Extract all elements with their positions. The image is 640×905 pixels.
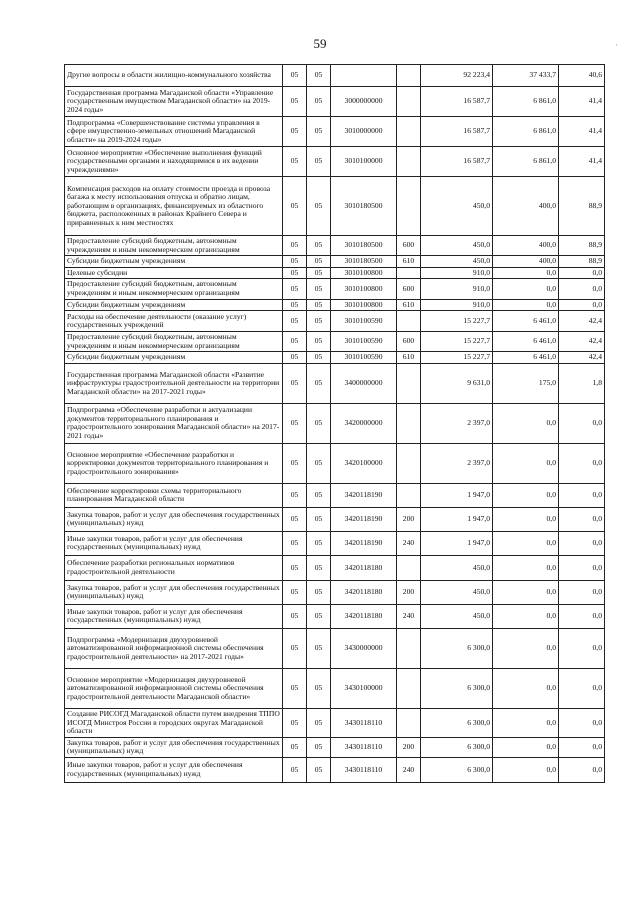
table-row — [65, 403, 605, 443]
subsection-code-cell: 05 — [307, 279, 331, 299]
subsection-code-cell: 05 — [307, 668, 331, 708]
table-row — [65, 117, 605, 147]
table-row — [65, 279, 605, 299]
row-name-cell: Подпрограмма «Совершенствование системы управления в сфере имущественно-земельных отношений Магаданской области» на 2019-2024 годы» — [65, 117, 283, 147]
subsection-code-cell: 05 — [307, 65, 331, 87]
subsection-code-cell: 05 — [307, 628, 331, 668]
planned-amount-cell: 910,0 — [421, 267, 493, 279]
section-code-cell: 05 — [283, 236, 307, 256]
target-article-cell: 3400000000 — [331, 363, 397, 403]
planned-amount-cell: 16 587,7 — [421, 147, 493, 177]
executed-amount-cell: 0,0 — [493, 299, 559, 311]
subsection-code-cell: 05 — [307, 737, 331, 757]
executed-amount-cell: 0,0 — [493, 708, 559, 737]
execution-percent-cell: 0,0 — [559, 267, 605, 279]
table-body — [65, 65, 605, 783]
execution-percent-cell: 0,0 — [559, 555, 605, 580]
section-code-cell: 05 — [283, 65, 307, 87]
execution-percent-cell: 0,0 — [559, 737, 605, 757]
target-article-cell: 3420118180 — [331, 580, 397, 604]
execution-percent-cell: 0,0 — [559, 757, 605, 782]
row-name-cell: Субсидии бюджетным учреждениям — [65, 299, 283, 311]
planned-amount-cell: 450,0 — [421, 555, 493, 580]
executed-amount-cell: 0,0 — [493, 668, 559, 708]
execution-percent-cell: 0,0 — [559, 483, 605, 507]
execution-percent-cell: 0,0 — [559, 628, 605, 668]
subsection-code-cell: 05 — [307, 311, 331, 332]
expense-type-cell — [397, 147, 421, 177]
section-code-cell: 05 — [283, 580, 307, 604]
planned-amount-cell: 6 300,0 — [421, 628, 493, 668]
row-name-cell: Подпрограмма «Модернизация двухуровневой автоматизированной информационной системы обеспечения градостроительной деятельности» на 2017-2021 годы» — [65, 628, 283, 668]
table-row — [65, 267, 605, 279]
row-name-cell: Обеспечение разработки региональных нормативов градостроительной деятельности — [65, 555, 283, 580]
planned-amount-cell: 450,0 — [421, 580, 493, 604]
subsection-code-cell: 05 — [307, 580, 331, 604]
execution-percent-cell: 0,0 — [559, 708, 605, 737]
table-row — [65, 737, 605, 757]
executed-amount-cell: 0,0 — [493, 443, 559, 483]
executed-amount-cell: 400,0 — [493, 177, 559, 236]
section-code-cell: 05 — [283, 117, 307, 147]
executed-amount-cell: 0,0 — [493, 604, 559, 628]
target-article-cell: 3010180500 — [331, 236, 397, 256]
planned-amount-cell: 910,0 — [421, 299, 493, 311]
expense-type-cell — [397, 311, 421, 332]
executed-amount-cell: 6 461,0 — [493, 352, 559, 364]
subsection-code-cell: 05 — [307, 757, 331, 782]
expense-type-cell — [397, 483, 421, 507]
table-row — [65, 628, 605, 668]
row-name-cell: Обеспечение корректировки схемы территориального планирования Магаданской области — [65, 483, 283, 507]
row-name-cell: Компенсация расходов на оплату стоимости проезда и провоза багажа к месту использования отпуска и обратно лицам, работающим в организациях, финансируемых из областного бюджета, расположенных в районах Крайнего Севера и приравненных к ним местностях — [65, 177, 283, 236]
planned-amount-cell: 2 397,0 — [421, 403, 493, 443]
table-row — [65, 147, 605, 177]
execution-percent-cell: 1,8 — [559, 363, 605, 403]
row-name-cell: Основное мероприятие «Обеспечение разработки и корректировки документов территориального планирования и градостроительного зонирования» — [65, 443, 283, 483]
target-article-cell: 3000000000 — [331, 87, 397, 117]
expense-type-cell — [397, 443, 421, 483]
target-article-cell: 3430118110 — [331, 708, 397, 737]
table-row — [65, 708, 605, 737]
expense-type-cell — [397, 87, 421, 117]
subsection-code-cell: 05 — [307, 256, 331, 268]
table-row — [65, 443, 605, 483]
section-code-cell: 05 — [283, 708, 307, 737]
row-name-cell: Государственная программа Магаданской области «Управление государственным имуществом Магаданской области» на 2019-2024 годы» — [65, 87, 283, 117]
planned-amount-cell: 1 947,0 — [421, 483, 493, 507]
row-name-cell: Другие вопросы в области жилищно-коммунального хозяйства — [65, 65, 283, 87]
table-row — [65, 87, 605, 117]
page-number: 59 — [313, 36, 327, 51]
expense-type-cell — [397, 267, 421, 279]
executed-amount-cell: 0,0 — [493, 279, 559, 299]
row-name-cell: Предоставление субсидий бюджетным, автономным учреждениям и иным некоммерческим организациям — [65, 279, 283, 299]
expense-type-cell: 610 — [397, 352, 421, 364]
section-code-cell: 05 — [283, 267, 307, 279]
target-article-cell: 3010100800 — [331, 299, 397, 311]
target-article-cell: 3010100590 — [331, 311, 397, 332]
expense-type-cell: 610 — [397, 299, 421, 311]
execution-percent-cell: 0,0 — [559, 531, 605, 555]
executed-amount-cell: 6 861,0 — [493, 117, 559, 147]
executed-amount-cell: 0,0 — [493, 403, 559, 443]
section-code-cell: 05 — [283, 737, 307, 757]
planned-amount-cell: 2 397,0 — [421, 443, 493, 483]
subsection-code-cell: 05 — [307, 443, 331, 483]
expense-type-cell: 610 — [397, 256, 421, 268]
table-row — [65, 352, 605, 364]
table-row — [65, 256, 605, 268]
planned-amount-cell: 16 587,7 — [421, 87, 493, 117]
executed-amount-cell: 175,0 — [493, 363, 559, 403]
table-row — [65, 311, 605, 332]
row-name-cell: Иные закупки товаров, работ и услуг для обеспечения государственных (муниципальных) нужд — [65, 531, 283, 555]
table-row — [65, 580, 605, 604]
target-article-cell: 3430100000 — [331, 668, 397, 708]
planned-amount-cell: 92 223,4 — [421, 65, 493, 87]
expense-type-cell: 200 — [397, 580, 421, 604]
planned-amount-cell: 16 587,7 — [421, 117, 493, 147]
row-name-cell: Предоставление субсидий бюджетным, автономным учреждениям и иным некоммерческим организациям — [65, 332, 283, 352]
row-name-cell: Создание РИСОГД Магаданской области путем внедрения ТППО ИСОГД Минстроя России в городских округах Магаданской области — [65, 708, 283, 737]
target-article-cell: 3010100800 — [331, 267, 397, 279]
table-row — [65, 668, 605, 708]
target-article-cell: 3420100000 — [331, 443, 397, 483]
execution-percent-cell: 41,4 — [559, 117, 605, 147]
subsection-code-cell: 05 — [307, 177, 331, 236]
planned-amount-cell: 450,0 — [421, 236, 493, 256]
planned-amount-cell: 6 300,0 — [421, 708, 493, 737]
subsection-code-cell: 05 — [307, 507, 331, 531]
subsection-code-cell: 05 — [307, 604, 331, 628]
execution-percent-cell: 88,9 — [559, 236, 605, 256]
section-code-cell: 05 — [283, 531, 307, 555]
section-code-cell: 05 — [283, 299, 307, 311]
target-article-cell: 3010100000 — [331, 147, 397, 177]
expense-type-cell — [397, 628, 421, 668]
section-code-cell: 05 — [283, 555, 307, 580]
target-article-cell: 3010100590 — [331, 352, 397, 364]
execution-percent-cell: 42,4 — [559, 311, 605, 332]
target-article-cell: 3420118190 — [331, 531, 397, 555]
table-row — [65, 65, 605, 87]
executed-amount-cell: 0,0 — [493, 531, 559, 555]
executed-amount-cell: 0,0 — [493, 267, 559, 279]
execution-percent-cell: 42,4 — [559, 352, 605, 364]
execution-percent-cell: 0,0 — [559, 668, 605, 708]
executed-amount-cell: 0,0 — [493, 737, 559, 757]
expense-type-cell: 200 — [397, 737, 421, 757]
execution-percent-cell: 0,0 — [559, 403, 605, 443]
target-article-cell: 3010000000 — [331, 117, 397, 147]
subsection-code-cell: 05 — [307, 299, 331, 311]
planned-amount-cell: 1 947,0 — [421, 507, 493, 531]
subsection-code-cell: 05 — [307, 117, 331, 147]
row-name-cell: Государственная программа Магаданской области «Развитие инфраструктуры градостроительной деятельности на территории Магаданской области» на 2017-2021 годы» — [65, 363, 283, 403]
row-name-cell: Закупка товаров, работ и услуг для обеспечения государственных (муниципальных) нужд — [65, 737, 283, 757]
subsection-code-cell: 05 — [307, 236, 331, 256]
row-name-cell: Основное мероприятие «Модернизация двухуровневой автоматизированной информационной системы обеспечения градостроительной деятельности Магаданской области» — [65, 668, 283, 708]
row-name-cell: Иные закупки товаров, работ и услуг для обеспечения государственных (муниципальных) нужд — [65, 757, 283, 782]
executed-amount-cell: 0,0 — [493, 580, 559, 604]
table-row — [65, 299, 605, 311]
expense-type-cell — [397, 177, 421, 236]
row-name-cell: Предоставление субсидий бюджетным, автономным учреждениям и иным некоммерческим организациям — [65, 236, 283, 256]
planned-amount-cell: 15 227,7 — [421, 352, 493, 364]
section-code-cell: 05 — [283, 668, 307, 708]
execution-percent-cell: 0,0 — [559, 580, 605, 604]
subsection-code-cell: 05 — [307, 352, 331, 364]
subsection-code-cell: 05 — [307, 555, 331, 580]
section-code-cell: 05 — [283, 311, 307, 332]
section-code-cell: 05 — [283, 279, 307, 299]
target-article-cell: 3010180500 — [331, 256, 397, 268]
executed-amount-cell: 6 461,0 — [493, 332, 559, 352]
table-row — [65, 483, 605, 507]
section-code-cell: 05 — [283, 403, 307, 443]
subsection-code-cell: 05 — [307, 708, 331, 737]
section-code-cell: 05 — [283, 363, 307, 403]
table-row — [65, 332, 605, 352]
section-code-cell: 05 — [283, 352, 307, 364]
target-article-cell: 3010100590 — [331, 332, 397, 352]
subsection-code-cell: 05 — [307, 147, 331, 177]
execution-percent-cell: 0,0 — [559, 507, 605, 531]
target-article-cell: 3430118110 — [331, 737, 397, 757]
subsection-code-cell: 05 — [307, 332, 331, 352]
planned-amount-cell: 6 300,0 — [421, 668, 493, 708]
planned-amount-cell: 450,0 — [421, 256, 493, 268]
table-row — [65, 236, 605, 256]
expense-type-cell — [397, 708, 421, 737]
execution-percent-cell: 0,0 — [559, 443, 605, 483]
expense-type-cell — [397, 555, 421, 580]
section-code-cell: 05 — [283, 757, 307, 782]
executed-amount-cell: 400,0 — [493, 236, 559, 256]
execution-percent-cell: 40,6 — [559, 65, 605, 87]
section-code-cell: 05 — [283, 147, 307, 177]
expense-type-cell: 600 — [397, 279, 421, 299]
executed-amount-cell: 6 861,0 — [493, 147, 559, 177]
target-article-cell: 3430118110 — [331, 757, 397, 782]
expense-type-cell: 240 — [397, 531, 421, 555]
row-name-cell: Закупка товаров, работ и услуг для обеспечения государственных (муниципальных) нужд — [65, 580, 283, 604]
execution-percent-cell: 0,0 — [559, 279, 605, 299]
planned-amount-cell: 15 227,7 — [421, 332, 493, 352]
target-article-cell: 3010180500 — [331, 177, 397, 236]
target-article-cell: 3420118180 — [331, 555, 397, 580]
execution-percent-cell: 0,0 — [559, 604, 605, 628]
planned-amount-cell: 450,0 — [421, 177, 493, 236]
section-code-cell: 05 — [283, 483, 307, 507]
subsection-code-cell: 05 — [307, 531, 331, 555]
executed-amount-cell: 0,0 — [493, 555, 559, 580]
subsection-code-cell: 05 — [307, 363, 331, 403]
executed-amount-cell: 0,0 — [493, 483, 559, 507]
executed-amount-cell: 37 433,7 — [493, 65, 559, 87]
target-article-cell: 3420118190 — [331, 483, 397, 507]
planned-amount-cell: 450,0 — [421, 604, 493, 628]
expense-type-cell: 240 — [397, 757, 421, 782]
execution-percent-cell: 88,9 — [559, 256, 605, 268]
expense-type-cell: 600 — [397, 236, 421, 256]
subsection-code-cell: 05 — [307, 403, 331, 443]
section-code-cell: 05 — [283, 443, 307, 483]
executed-amount-cell: 0,0 — [493, 628, 559, 668]
scan-artifact: · — [615, 40, 618, 50]
target-article-cell: 3010100800 — [331, 279, 397, 299]
expense-type-cell — [397, 403, 421, 443]
table-row — [65, 363, 605, 403]
planned-amount-cell: 9 631,0 — [421, 363, 493, 403]
planned-amount-cell: 6 300,0 — [421, 757, 493, 782]
row-name-cell: Целевые субсидии — [65, 267, 283, 279]
row-name-cell: Иные закупки товаров, работ и услуг для обеспечения государственных (муниципальных) нужд — [65, 604, 283, 628]
planned-amount-cell: 1 947,0 — [421, 531, 493, 555]
expense-type-cell: 200 — [397, 507, 421, 531]
target-article-cell: 3430000000 — [331, 628, 397, 668]
planned-amount-cell: 15 227,7 — [421, 311, 493, 332]
expense-type-cell — [397, 363, 421, 403]
planned-amount-cell: 910,0 — [421, 279, 493, 299]
row-name-cell: Основное мероприятие «Обеспечение выполнения функций государственными органами и находящимися в их ведении учреждениями» — [65, 147, 283, 177]
row-name-cell: Подпрограмма «Обеспечение разработки и актуализации документов территориального планирования и градостроительного зонирования Магаданской области» на 2017-2021 годы» — [65, 403, 283, 443]
target-article-cell: 3420000000 — [331, 403, 397, 443]
executed-amount-cell: 0,0 — [493, 757, 559, 782]
row-name-cell: Расходы на обеспечение деятельности (оказание услуг) государственных учреждений — [65, 311, 283, 332]
execution-percent-cell: 41,4 — [559, 87, 605, 117]
section-code-cell: 05 — [283, 332, 307, 352]
table-row — [65, 555, 605, 580]
executed-amount-cell: 6 861,0 — [493, 87, 559, 117]
section-code-cell: 05 — [283, 256, 307, 268]
section-code-cell: 05 — [283, 604, 307, 628]
subsection-code-cell: 05 — [307, 267, 331, 279]
execution-percent-cell: 41,4 — [559, 147, 605, 177]
executed-amount-cell: 400,0 — [493, 256, 559, 268]
executed-amount-cell: 0,0 — [493, 507, 559, 531]
expense-type-cell: 240 — [397, 604, 421, 628]
table-row — [65, 757, 605, 782]
section-code-cell: 05 — [283, 507, 307, 531]
subsection-code-cell: 05 — [307, 483, 331, 507]
target-article-cell — [331, 65, 397, 87]
execution-percent-cell: 88,9 — [559, 177, 605, 236]
expense-type-cell — [397, 117, 421, 147]
target-article-cell: 3420118190 — [331, 507, 397, 531]
row-name-cell: Закупка товаров, работ и услуг для обеспечения государственных (муниципальных) нужд — [65, 507, 283, 531]
target-article-cell: 3420118180 — [331, 604, 397, 628]
expense-type-cell — [397, 668, 421, 708]
section-code-cell: 05 — [283, 87, 307, 117]
planned-amount-cell: 6 300,0 — [421, 737, 493, 757]
table-row — [65, 531, 605, 555]
row-name-cell: Субсидии бюджетным учреждениям — [65, 256, 283, 268]
table-row — [65, 507, 605, 531]
table-row — [65, 604, 605, 628]
table-row — [65, 177, 605, 236]
row-name-cell: Субсидии бюджетным учреждениям — [65, 352, 283, 364]
executed-amount-cell: 6 461,0 — [493, 311, 559, 332]
budget-table — [64, 64, 605, 783]
section-code-cell: 05 — [283, 177, 307, 236]
subsection-code-cell: 05 — [307, 87, 331, 117]
expense-type-cell: 600 — [397, 332, 421, 352]
execution-percent-cell: 0,0 — [559, 299, 605, 311]
expense-type-cell — [397, 65, 421, 87]
execution-percent-cell: 42,4 — [559, 332, 605, 352]
section-code-cell: 05 — [283, 628, 307, 668]
